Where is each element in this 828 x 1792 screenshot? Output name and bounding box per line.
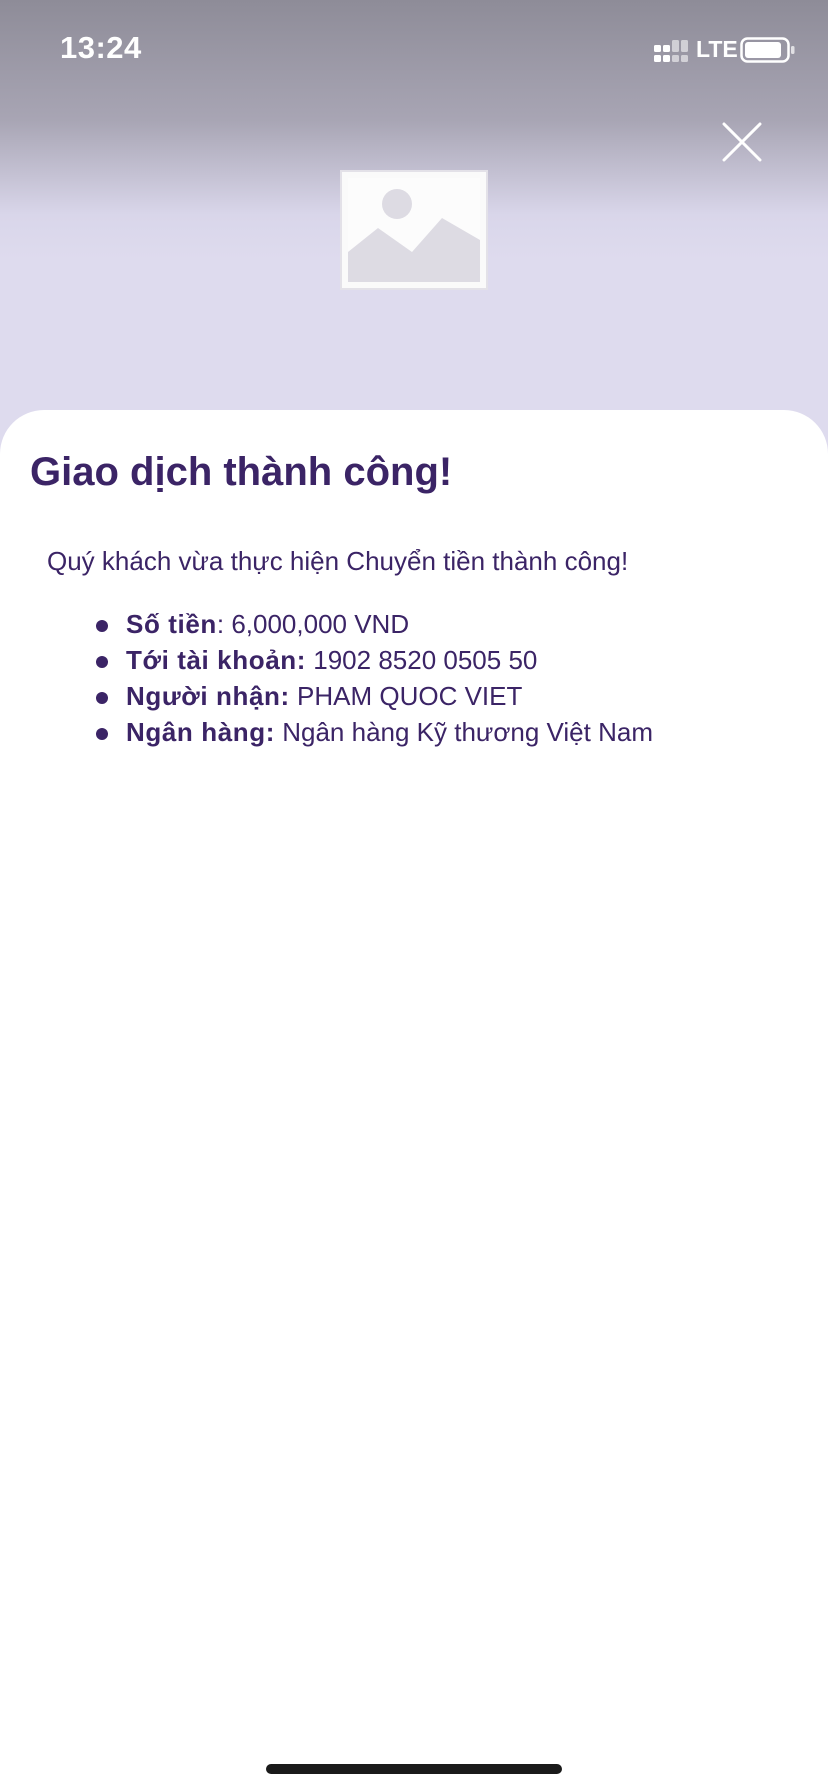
network-type-label: LTE xyxy=(696,36,738,62)
detail-value: PHAM QUOC VIET xyxy=(297,681,523,711)
detail-label: Ngân hàng: xyxy=(126,717,275,747)
detail-label: Tới tài khoản: xyxy=(126,645,307,675)
bullet-icon xyxy=(96,620,108,632)
detail-value: Ngân hàng Kỹ thương Việt Nam xyxy=(282,717,653,747)
success-message: Quý khách vừa thực hiện Chuyển tiền thành công! xyxy=(47,546,629,576)
detail-separator: : xyxy=(216,609,232,639)
status-bar xyxy=(0,0,828,100)
detail-value: 1902 8520 0505 50 xyxy=(313,645,538,675)
signal-bars-icon xyxy=(654,40,690,64)
bullet-icon xyxy=(96,692,108,704)
detail-label: Người nhận: xyxy=(126,681,290,711)
bullet-icon xyxy=(96,656,108,668)
status-time: 13:24 xyxy=(60,30,142,65)
home-indicator[interactable] xyxy=(266,1764,562,1774)
transaction-details-list xyxy=(96,606,653,750)
page-title: Giao dịch thành công! xyxy=(30,450,453,494)
detail-value: 6,000,000 VND xyxy=(231,609,410,639)
image-placeholder-icon xyxy=(340,170,488,290)
detail-recipient xyxy=(96,678,653,714)
bullet-icon xyxy=(96,728,108,740)
result-sheet xyxy=(0,410,828,1792)
close-icon xyxy=(716,116,768,168)
battery-icon xyxy=(740,37,796,63)
detail-amount xyxy=(96,606,653,642)
detail-label: Số tiền xyxy=(126,609,217,639)
detail-separator xyxy=(290,681,297,711)
detail-bank xyxy=(96,714,653,750)
detail-account xyxy=(96,642,653,678)
close-button[interactable] xyxy=(716,116,768,168)
